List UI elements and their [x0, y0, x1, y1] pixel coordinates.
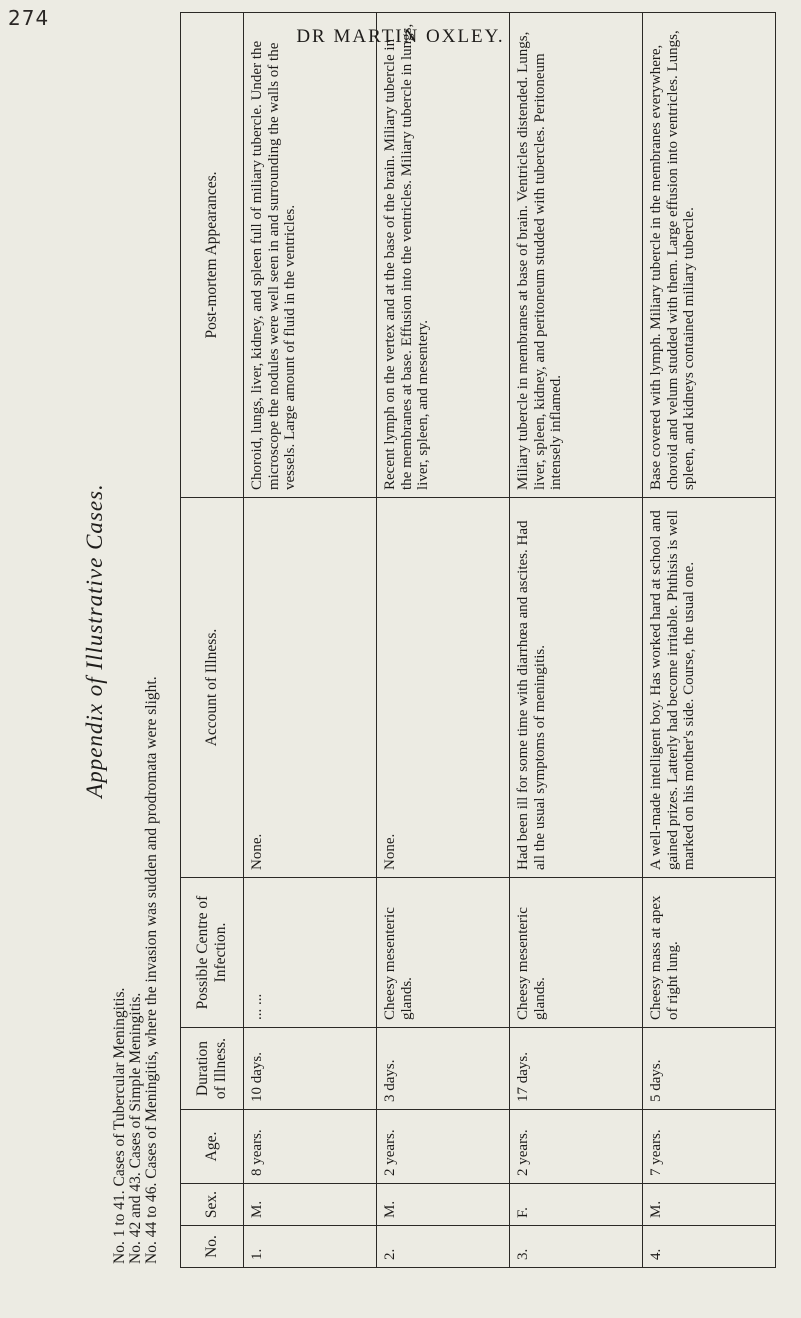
case-number: 1.: [244, 1226, 377, 1268]
case-duration: 3 days.: [377, 1028, 510, 1110]
case-centre-of-infection: Cheesy mass at apex of right lung.: [643, 878, 776, 1028]
case-account: A well-made intelligent boy. Has worked hard at school and gained prizes. Latterly had become irritable. Phthisis is well marked on his mother's side. Course, the usual one.: [643, 498, 776, 878]
case-category-note: No. 42 and 43. Cases of Simple Meningitis.: [127, 992, 144, 1264]
case-category-note: No. 1 to 41. Cases of Tubercular Meningitis.: [111, 987, 128, 1264]
header-no: No.: [181, 1226, 244, 1268]
cases-table-wrap: [180, 13, 780, 1268]
table-header-row: [181, 13, 244, 1268]
case-category-note: No. 44 to 46. Cases of Meningitis, where the invasion was sudden and prodromata were slight.: [143, 676, 160, 1264]
cases-table: [180, 12, 776, 1268]
case-number: 2.: [377, 1226, 510, 1268]
case-centre-of-infection: ... ...: [244, 878, 377, 1028]
appendix-header: [80, 13, 180, 1268]
case-sex: M.: [643, 1184, 776, 1226]
case-duration: 10 days.: [244, 1028, 377, 1110]
header-duration: Duration of Illness.: [181, 1028, 244, 1110]
header-sex: Sex.: [181, 1184, 244, 1226]
case-number: 4.: [643, 1226, 776, 1268]
case-number: 3.: [510, 1226, 643, 1268]
case-account: Had been ill for some time with diarrhœa and ascites. Had all the usual symptoms of meningitis.: [510, 498, 643, 878]
header-centre-of-infection: Possible Centre of Infection.: [181, 878, 244, 1028]
header-post-mortem: Post-mortem Appearances.: [181, 13, 244, 498]
table-row: [244, 13, 377, 1268]
case-post-mortem: Base covered with lymph. Miliary tubercle in the membranes everywhere, choroid and velum studded with them. Large effusion into ventricles. Lungs, spleen, and kidneys contained miliary tubercle.: [643, 13, 776, 498]
header-account-of-illness: Account of Illness.: [181, 498, 244, 878]
case-age: 2 years.: [377, 1110, 510, 1184]
case-duration: 17 days.: [510, 1028, 643, 1110]
table-row: [643, 13, 776, 1268]
case-sex: M.: [377, 1184, 510, 1226]
case-category-list: [112, 13, 160, 1268]
table-row: [510, 13, 643, 1268]
page-number: 274: [8, 6, 50, 30]
appendix-title: Appendix of Illustrative Cases.: [82, 483, 107, 798]
case-account: None.: [377, 498, 510, 878]
case-age: 7 years.: [643, 1110, 776, 1184]
case-account: None.: [244, 498, 377, 878]
case-age: 2 years.: [510, 1110, 643, 1184]
case-age: 8 years.: [244, 1110, 377, 1184]
case-centre-of-infection: Cheesy mesenteric glands.: [377, 878, 510, 1028]
case-sex: M.: [244, 1184, 377, 1226]
case-centre-of-infection: Cheesy mesenteric glands.: [510, 878, 643, 1028]
case-post-mortem: Miliary tubercle in membranes at base of brain. Ventricles distended. Lungs, liver, spleen, kidney, and peritoneum studded with tubercles. Peritoneum intensely inflamed.: [510, 13, 643, 498]
header-age: Age.: [181, 1110, 244, 1184]
rotated-appendix: [80, 13, 780, 1268]
case-post-mortem: Choroid, lungs, liver, kidney, and spleen full of miliary tubercle. Under the microscope the nodules were well seen in and surrounding the walls of the vessels. Large amount of fluid in the ventricles.: [244, 13, 377, 498]
table-row: [377, 13, 510, 1268]
case-duration: 5 days.: [643, 1028, 776, 1110]
case-post-mortem: Recent lymph on the vertex and at the base of the brain. Miliary tubercle in the membranes at base. Effusion into the ventricles. Miliary tubercle in lungs, liver, spleen, and mesentery.: [377, 13, 510, 498]
running-head: DR MARTIN OXLEY.: [296, 26, 505, 47]
case-sex: F.: [510, 1184, 643, 1226]
